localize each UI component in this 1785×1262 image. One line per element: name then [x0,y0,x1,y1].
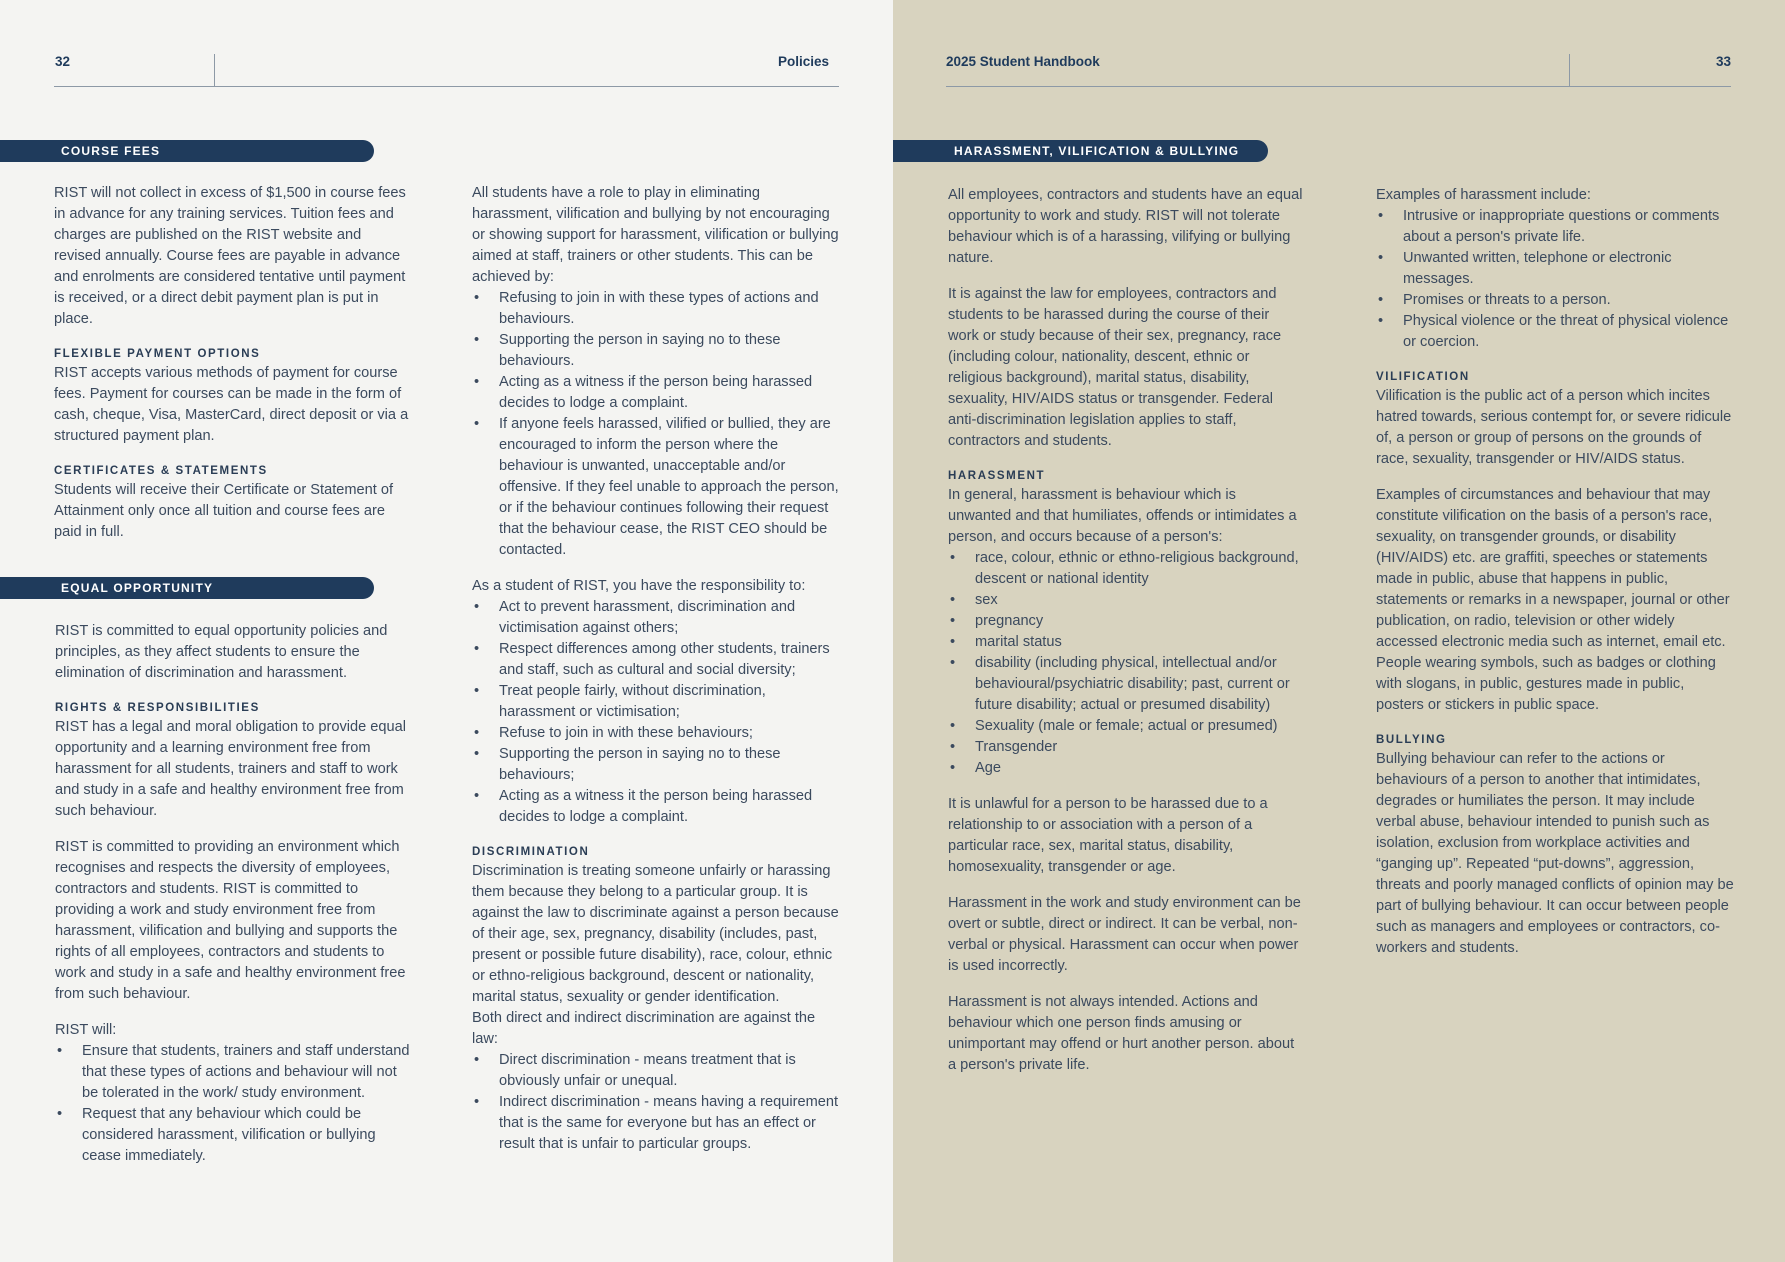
list-item: • sex [948,590,1303,611]
paragraph: RIST is committed to equal opportunity policies and principles, as they affect students to ensure the elimination of discrimination and harassment. [55,623,388,681]
bullet-list [1376,206,1736,353]
bullet-list [472,288,844,561]
header-rule [946,86,1731,87]
bullet-list [948,548,1303,779]
list-item: • Intrusive or inappropriate questions or comments about a person's private life. [1376,206,1736,248]
column-harassment [948,185,1303,1091]
subheading: VILIFICATION [1376,371,1470,383]
paragraph: RIST has a legal and moral obligation to provide equal opportunity and a learning environment free from harassment for all students, trainers and staff to work and study in a safe and healthy environment free from such behaviour. [55,719,407,819]
right-page [893,0,1785,1262]
list-item: • race, colour, ethnic or ethno-religious background, descent or national identity [948,548,1303,590]
list-item: • If anyone feels harassed, vilified or bullied, they are encouraged to inform the person where the behaviour is unwanted, unacceptable and/or offensive. If they feel unable to approach the person, or if the behaviour continues following their request that the behaviour cease, the RIST CEO should be contacted. [472,414,844,561]
paragraph: In general, harassment is behaviour which is unwanted and that humiliates, offends or intimidates a person, and occurs because of a person's: [948,487,1297,545]
paragraph: RIST accepts various methods of payment for course fees. Payment for courses can be made in the form of cash, cheque, Visa, MasterCard, direct deposit or via a structured payment plan. [54,365,409,444]
list-item: • Physical violence or the threat of physical violence or coercion. [1376,311,1736,353]
list-item: • Age [948,758,1303,779]
list-item: • Supporting the person in saying no to these behaviours. [472,330,844,372]
list-item: • disability (including physical, intellectual and/or behavioural/psychiatric disability; past, current or future disability; actual or presumed disability) [948,653,1303,716]
column-course-fees [54,183,412,558]
paragraph: Discrimination is treating someone unfairly or harassing them because they belong to a particular group. It is against the law to discriminate against a person because of their age, sex, pregnancy, disability (includes, past, present or possible future disability), race, colour, ethnic or ethno-religious background, descent or nationality, marital status, sexuality or gender identification. [472,863,839,1005]
list-item: • Refuse to join in with these behaviours; [472,723,844,744]
bullet-list [472,1050,844,1155]
column-responsibilities [472,183,844,1170]
paragraph: Examples of harassment include: [1376,187,1591,203]
list-item: • Promises or threats to a person. [1376,290,1736,311]
list-item: • Respect differences among other students, trainers and staff, such as cultural and social diversity; [472,639,844,681]
banner-equal-opportunity: EQUAL OPPORTUNITY [0,577,374,599]
paragraph: It is unlawful for a person to be harassed due to a relationship to or association with a person of a particular race, sex, marital status, disability, homosexuality, transgender or age. [948,796,1268,875]
header-rule [54,86,839,87]
paragraph: RIST is committed to providing an environment which recognises and respects the diversity of employees, contractors and students. RIST is committed to providing a work and study environment free from harassment, vilification and bullying and supports the rights of all employees, contractors and students to work and study in a safe and healthy environment free from such behaviour. [55,839,406,1002]
paragraph: Bullying behaviour can refer to the actions or behaviours of a person to another that intimidates, degrades or humiliates the person. It may include verbal abuse, behaviour intended to punish such as isolation, exclusion from workplace activities and “ganging up”. Repeated “put-downs”, aggression, threats and poorly managed conflicts of opinion may be part of bullying behaviour. It can occur between people such as managers and employees or contractors, co-workers and students. [1376,751,1734,956]
subheading: BULLYING [1376,734,1447,746]
list-item: • Transgender [948,737,1303,758]
paragraph: All students have a role to play in eliminating harassment, vilification and bullying by not encouraging or showing support for harassment, vilification or bullying aimed at staff, trainers or other students. This can be achieved by: [472,185,839,285]
paragraph: As a student of RIST, you have the responsibility to: [472,578,806,594]
paragraph: It is against the law for employees, contractors and students to be harassed during the course of their work or study because of their sex, pregnancy, race (including colour, nationality, descent, ethnic or religious background), marital status, disability, sexuality, HIV/AIDS status or transgender. Federal anti-discrimination legislation applies to staff, contractors and students. [948,286,1282,449]
bullet-list [472,597,844,828]
banner-harassment: HARASSMENT, VILIFICATION & BULLYING [893,140,1268,162]
subheading: FLEXIBLE PAYMENT OPTIONS [54,348,261,360]
paragraph: Vilification is the public act of a person which incites hatred towards, serious contempt for, or severe ridicule of, a person or group of persons on the grounds of race, sexuality, transgender or HIV/AIDS status. [1376,388,1732,467]
paragraph: All employees, contractors and students have an equal opportunity to work and study. RIST will not tolerate behaviour which is of a harassing, vilifying or bullying nature. [948,187,1303,266]
paragraph: Examples of circumstances and behaviour that may constitute vilification on the basis of a person's race, sexuality, on transgender grounds, or disability (HIV/AIDS) etc. are graffiti, speeches or statements made in public, abuse that happens in public, statements or remarks in a newspaper, journal or other publication, on radio, television or other widely accessed electronic media such as internet, email etc. People wearing symbols, such as badges or clothing with slogans, in public, gestures made in public, posters or stickers in public space. [1376,487,1730,713]
subheading: HARASSMENT [948,470,1046,482]
bullet-list [55,1041,413,1167]
list-item: • Sexuality (male or female; actual or presumed) [948,716,1303,737]
subheading: DISCRIMINATION [472,846,590,858]
page-number: 32 [55,54,71,69]
list-item: • Act to prevent harassment, discrimination and victimisation against others; [472,597,844,639]
banner-course-fees: COURSE FEES [0,140,374,162]
list-item: • Treat people fairly, without discrimination, harassment or victimisation; [472,681,844,723]
list-item: • pregnancy [948,611,1303,632]
paragraph: Both direct and indirect discrimination are against the law: [472,1010,816,1047]
list-item: • Unwanted written, telephone or electronic messages. [1376,248,1736,290]
paragraph: Students will receive their Certificate or Statement of Attainment only once all tuition and course fees are paid in full. [54,482,394,540]
list-item: • Supporting the person in saying no to these behaviours; [472,744,844,786]
paragraph: Harassment in the work and study environment can be overt or subtle, direct or indirect. It can be verbal, non-verbal or physical. Harassment can occur when power is used incorrectly. [948,895,1301,974]
subheading: CERTIFICATES & STATEMENTS [54,465,268,477]
list-item: • Acting as a witness it the person being harassed decides to lodge a complaint. [472,786,844,828]
column-vilification-bullying [1376,185,1736,974]
list-item: • marital status [948,632,1303,653]
column-equal-opportunity [55,621,413,1182]
list-item: • Ensure that students, trainers and staff understand that these types of actions and behaviour will not be tolerated in the work/ study environment. [55,1041,413,1104]
list-item: • Acting as a witness if the person being harassed decides to lodge a complaint. [472,372,844,414]
list-item: • Refusing to join in with these types of actions and behaviours. [472,288,844,330]
list-item: • Indirect discrimination - means having a requirement that is the same for everyone but has an effect or result that is unfair to particular groups. [472,1092,844,1155]
header-divider [1569,54,1570,86]
list-item: • Direct discrimination - means treatment that is obviously unfair or unequal. [472,1050,844,1092]
paragraph: RIST will not collect in excess of $1,500 in course fees in advance for any training services. Tuition fees and charges are published on the RIST website and revised annually. Course fees are payable in advance and enrolments are considered tentative until payment is received, or a direct debit payment plan is put in place. [54,185,406,327]
list-item: • Request that any behaviour which could be considered harassment, vilification or bullying cease immediately. [55,1104,413,1167]
header-divider [214,54,215,86]
paragraph: Harassment is not always intended. Actions and behaviour which one person finds amusing or unimportant may offend or hurt another person. about a person's private life. [948,994,1295,1073]
section-title: Policies [777,54,829,69]
subheading: RIGHTS & RESPONSIBILITIES [55,702,260,714]
paragraph: RIST will: [55,1022,117,1038]
handbook-title: 2025 Student Handbook [946,54,1100,69]
page-number: 33 [1715,54,1731,69]
